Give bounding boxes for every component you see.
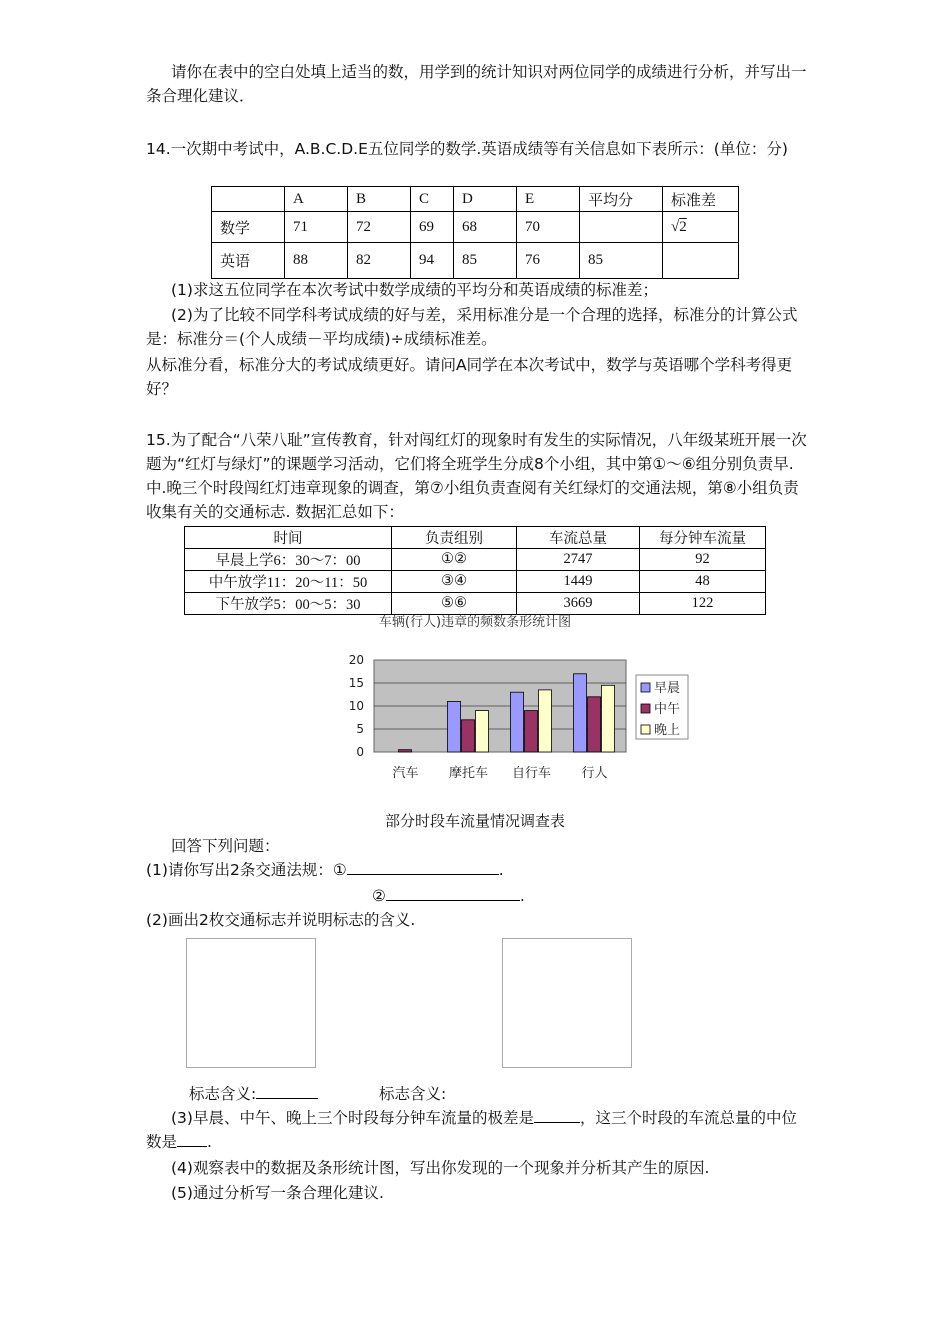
answer-blank[interactable] bbox=[177, 1146, 207, 1147]
q15-traffic-table bbox=[184, 526, 766, 615]
bar-中午 bbox=[588, 697, 601, 752]
bar-中午 bbox=[399, 750, 412, 752]
table-cell: 下午放学5：00～5：30 bbox=[185, 593, 392, 615]
intro-text: 请你在表中的空白处填上适当的数，用学到的统计知识对两位同学的成绩进行分析，并写出一条合理化建议． bbox=[146, 63, 807, 105]
y-tick-label: 0 bbox=[356, 745, 364, 759]
table-cell: ①② bbox=[392, 549, 517, 571]
q15-stem: 15.为了配合“八荣八耻”宣传教育，针对闯红灯的现象时有发生的实际情况，八年级某班开展一次题为“红灯与绿灯”的课题学习活动，它们将全班学生分成8个小组，其中第①～⑥组分别负责早.中.晚三个时段闯红灯违章现象的调查，第⑦小组负责查阅有关红绿灯的交通法规，第⑧小组负责收集有关的交通标志. 数据汇总如下： bbox=[146, 431, 807, 521]
q14-stem: 14.一次期中考试中，A.B.C.D.E五位同学的数学.英语成绩等有关信息如下表所示：(单位：分) bbox=[146, 140, 788, 158]
q15-q4: (4)观察表中的数据及条形统计图，写出你发现的一个现象并分析其产生的原因. bbox=[171, 1159, 710, 1177]
legend-label: 早晨 bbox=[654, 681, 681, 696]
sign-meaning-1 bbox=[189, 1082, 318, 1106]
table-cell: ③④ bbox=[392, 571, 517, 593]
table-cell: 72 bbox=[348, 212, 411, 243]
q3-mid-text: ，这三个时段的车流总量的中位数是 bbox=[146, 1109, 797, 1151]
header-cell: 标准差 bbox=[663, 187, 739, 212]
sign-meaning-2 bbox=[379, 1082, 446, 1106]
y-tick-label: 10 bbox=[348, 699, 364, 713]
q1-text: (1)请你写出2条交通法规：① bbox=[146, 861, 347, 879]
q14-part2b: 从标准分看，标准分大的考试成绩更好。请问A同学在本次考试中，数学与英语哪个学科考得更好？ bbox=[146, 356, 793, 398]
table-cell: 92 bbox=[640, 549, 766, 571]
table-cell: 中午放学11：20～11：50 bbox=[185, 571, 392, 593]
table-cell: 早晨上学6：30～7：00 bbox=[185, 549, 392, 571]
table-cell: 2747 bbox=[517, 549, 640, 571]
table-cell bbox=[663, 243, 739, 279]
q15-q3: (3)早晨、中午、晚上三个时段每分钟车流量的极差是 ，这三个时段的车流总量的中位数是 . bbox=[146, 1109, 797, 1151]
violation-bar-chart bbox=[340, 648, 680, 798]
table-cell: ⑤⑥ bbox=[392, 593, 517, 615]
bar-晚上 bbox=[476, 711, 489, 752]
q14-part1: (1)求这五位同学在本次考试中数学成绩的平均分和英语成绩的标准差； bbox=[171, 281, 658, 299]
table-header-row bbox=[212, 187, 739, 212]
q15-q5: (5)通过分析写一条合理化建议. bbox=[171, 1184, 384, 1202]
legend-label: 中午 bbox=[654, 702, 681, 717]
q15-q2: (2)画出2枚交通标志并说明标志的含义. bbox=[146, 911, 416, 929]
bar-中午 bbox=[525, 711, 538, 752]
chart-caption: 车辆(行人)违章的频数条形统计图 bbox=[378, 615, 572, 630]
questions-intro: 回答下列问题： bbox=[171, 837, 280, 855]
table-cell: 71 bbox=[285, 212, 348, 243]
q15-q1-second: ② . bbox=[372, 887, 525, 905]
table-cell: 69 bbox=[411, 212, 454, 243]
answer-blank[interactable] bbox=[534, 1122, 580, 1123]
bar-晚上 bbox=[602, 685, 615, 752]
answer-blank[interactable] bbox=[256, 1098, 318, 1099]
table-row bbox=[185, 549, 766, 571]
legend-swatch bbox=[641, 683, 650, 692]
table-cell bbox=[580, 212, 663, 243]
table-row bbox=[212, 212, 739, 243]
sign-drawing-box-1[interactable] bbox=[186, 938, 316, 1068]
header-cell: 车流总量 bbox=[517, 527, 640, 549]
table-row bbox=[185, 571, 766, 593]
table-cell: 70 bbox=[517, 212, 580, 243]
bar-早晨 bbox=[511, 692, 524, 752]
bar-早晨 bbox=[448, 701, 461, 752]
sign-drawing-box-2[interactable] bbox=[502, 938, 632, 1068]
header-cell: 时间 bbox=[185, 527, 392, 549]
x-tick-label: 自行车 bbox=[511, 766, 552, 781]
header-cell: C bbox=[411, 187, 454, 212]
header-cell: 平均分 bbox=[580, 187, 663, 212]
row-label: 英语 bbox=[212, 243, 285, 279]
table-row bbox=[212, 243, 739, 279]
table-cell: 48 bbox=[640, 571, 766, 593]
table-cell bbox=[663, 212, 739, 243]
row-label: 数学 bbox=[212, 212, 285, 243]
header-cell: 负责组别 bbox=[392, 527, 517, 549]
sqrt-value: √2 bbox=[671, 218, 687, 235]
table-cell: 1449 bbox=[517, 571, 640, 593]
q14-part2: (2)为了比较不同学科考试成绩的好与差，采用标准分是一个合理的选择，标准分的计算公式是：标准分＝(个人成绩－平均成绩)÷成绩标准差。 bbox=[146, 306, 798, 348]
table-cell: 88 bbox=[285, 243, 348, 279]
header-cell: A bbox=[285, 187, 348, 212]
answer-blank[interactable] bbox=[347, 874, 499, 875]
table-cell: 3669 bbox=[517, 593, 640, 615]
q15-q1: (1)请你写出2条交通法规：① . bbox=[146, 861, 504, 879]
table-header-row bbox=[185, 527, 766, 549]
sign-label-1: 标志含义: bbox=[189, 1085, 257, 1103]
legend-swatch bbox=[641, 725, 650, 734]
table-cell: 85 bbox=[580, 243, 663, 279]
bar-中午 bbox=[462, 720, 475, 752]
x-tick-label: 汽车 bbox=[392, 766, 419, 781]
legend-label: 晚上 bbox=[654, 723, 681, 738]
header-cell: B bbox=[348, 187, 411, 212]
table-cell: 76 bbox=[517, 243, 580, 279]
y-tick-label: 5 bbox=[356, 722, 364, 736]
table-cell: 68 bbox=[454, 212, 517, 243]
header-cell: E bbox=[517, 187, 580, 212]
header-cell: D bbox=[454, 187, 517, 212]
answer-blank[interactable] bbox=[386, 900, 520, 901]
table-cell: 85 bbox=[454, 243, 517, 279]
table-cell: 122 bbox=[640, 593, 766, 615]
q3-text: (3)早晨、中午、晚上三个时段每分钟车流量的极差是 bbox=[171, 1109, 534, 1127]
table-cell: 94 bbox=[411, 243, 454, 279]
table-cell: 82 bbox=[348, 243, 411, 279]
chart-subtitle: 部分时段车流量情况调查表 bbox=[384, 812, 565, 830]
x-tick-label: 行人 bbox=[581, 766, 608, 781]
sign-label-2: 标志含义: bbox=[379, 1085, 447, 1103]
y-tick-label: 15 bbox=[348, 676, 364, 690]
q1-second-marker: ② bbox=[372, 887, 386, 905]
header-cell bbox=[212, 187, 285, 212]
y-tick-label: 20 bbox=[348, 653, 364, 667]
q14-score-table bbox=[211, 186, 739, 279]
header-cell: 每分钟车流量 bbox=[640, 527, 766, 549]
bar-晚上 bbox=[539, 690, 552, 752]
bar-早晨 bbox=[574, 674, 587, 752]
x-tick-label: 摩托车 bbox=[448, 766, 489, 781]
legend-swatch bbox=[641, 704, 650, 713]
